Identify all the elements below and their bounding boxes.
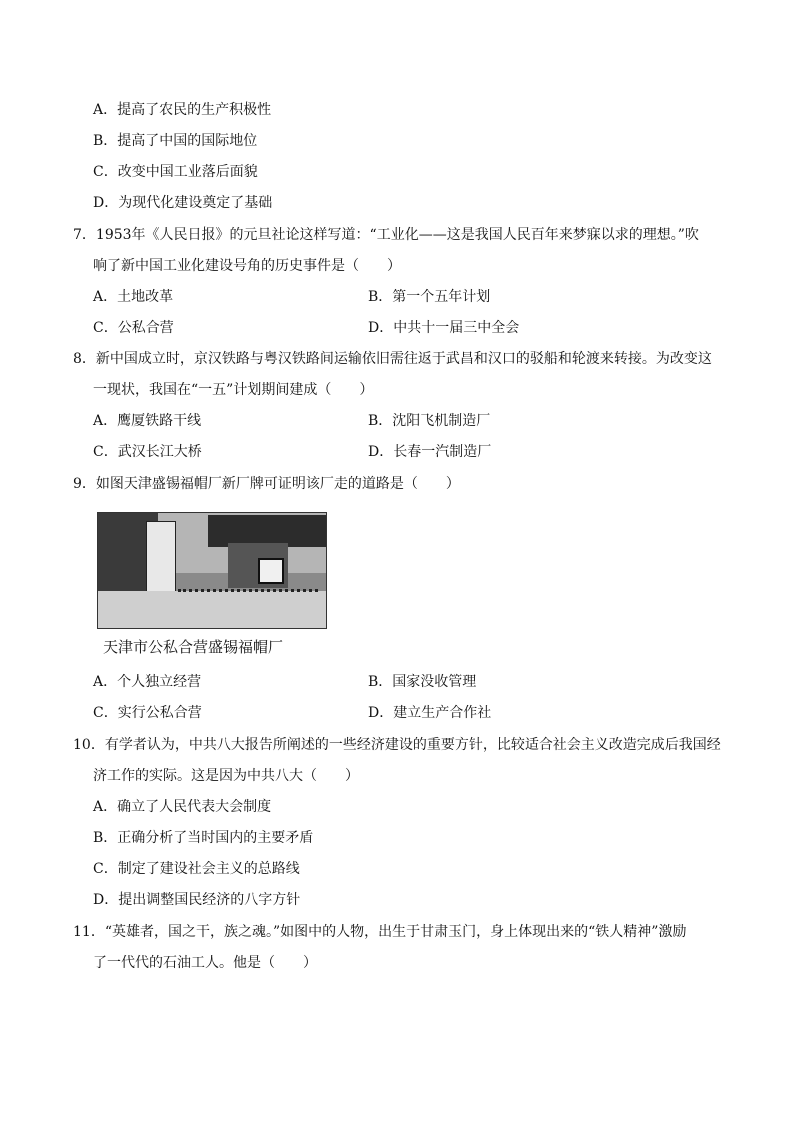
q9-option-d: D．建立生产合作社 — [368, 705, 492, 721]
q7-option-a: A．土地改革 — [93, 289, 174, 305]
q7-option-c: C．公私合营 — [93, 320, 174, 336]
factory-sign-photo — [97, 512, 327, 629]
q6-option-d: D．为现代化建设奠定了基础 — [93, 195, 273, 211]
q6-option-a: A．提高了农民的生产积极性 — [93, 102, 272, 118]
q8-option-a: A．鹰厦铁路干线 — [93, 413, 202, 429]
q11-stem-line2: 了一代代的石油工人。他是（ ） — [93, 955, 317, 971]
q9-option-b: B．国家没收管理 — [368, 674, 477, 690]
photo-ground — [98, 591, 326, 628]
q7-option-b: B．第一个五年计划 — [368, 289, 491, 305]
q10-option-a: A．确立了人民代表大会制度 — [93, 799, 272, 815]
q11-stem-line1: 11．“英雄者，国之干，族之魂。”如图中的人物，出生于甘肃玉门，身上体现出来的“铁人精神”激励 — [73, 924, 687, 940]
q10-stem-line2: 济工作的实际。这是因为中共八大（ ） — [93, 768, 359, 784]
q6-option-c: C．改变中国工业落后面貌 — [93, 164, 258, 180]
q7-stem-line1: 7．1953年《人民日报》的元旦社论这样写道：“工业化——这是我国人民百年来梦寐以求的理想。”吹 — [73, 227, 699, 243]
q9-stem-line1: 9．如图天津盛锡福帽厂新厂牌可证明该厂走的道路是（ ） — [73, 476, 460, 492]
q9-option-a: A．个人独立经营 — [93, 674, 202, 690]
q8-option-d: D．长春一汽制造厂 — [368, 444, 492, 460]
q7-stem-line2: 响了新中国工业化建设号角的历史事件是（ ） — [93, 258, 401, 274]
q8-stem-line1: 8．新中国成立时，京汉铁路与粤汉铁路间运输依旧需往返于武昌和汉口的驳船和轮渡来转接。为改变这 — [73, 351, 712, 367]
q10-stem-line1: 10．有学者认为，中共八大报告所阐述的一些经济建设的重要方针，比较适合社会主义改造完成后我国经 — [73, 737, 721, 753]
q10-option-d: D．提出调整国民经济的八字方针 — [93, 892, 301, 908]
q8-stem-line2: 一现状，我国在“一五”计划期间建成（ ） — [93, 382, 374, 398]
q10-option-c: C．制定了建设社会主义的总路线 — [93, 861, 300, 877]
q7-option-d: D．中共十一届三中全会 — [368, 320, 520, 336]
photo-texture — [178, 575, 318, 592]
q6-option-b: B．提高了中国的国际地位 — [93, 133, 258, 149]
q9-option-c: C．实行公私合营 — [93, 705, 202, 721]
q8-option-b: B．沈阳飞机制造厂 — [368, 413, 491, 429]
q10-option-b: B．正确分析了当时国内的主要矛盾 — [93, 830, 314, 846]
factory-plaque — [146, 521, 176, 593]
q8-option-c: C．武汉长江大桥 — [93, 444, 202, 460]
q9-photo-caption: 天津市公私合营盛锡福帽厂 — [103, 638, 284, 656]
